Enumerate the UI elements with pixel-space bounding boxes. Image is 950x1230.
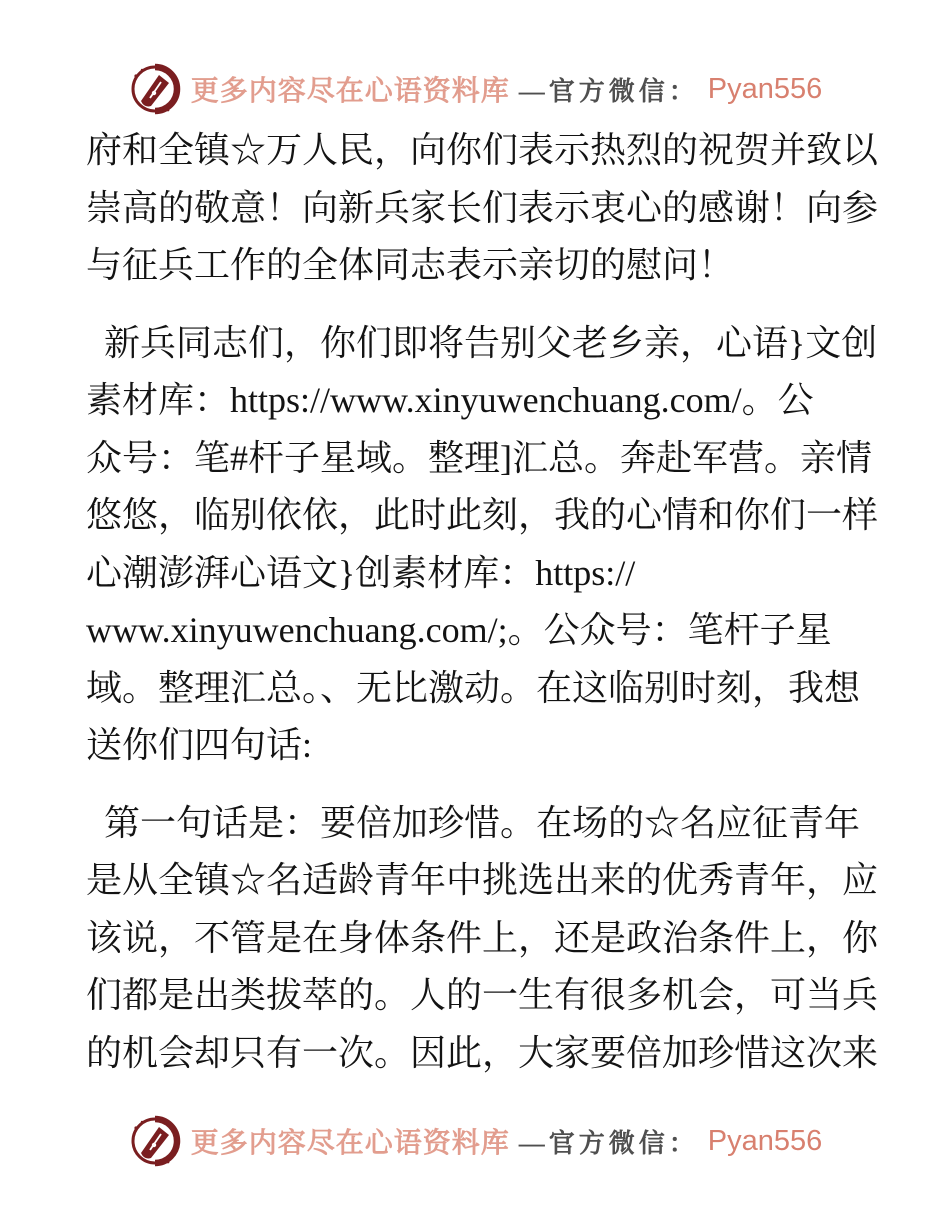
wechat-label: —官方微信： xyxy=(518,1128,699,1158)
pen-logo-icon xyxy=(128,1114,182,1168)
text-line: 与征兵工作的全体同志表示亲切的慰问！ xyxy=(86,245,735,285)
wechat-label: —官方微信： xyxy=(518,76,699,106)
brand-text: 更多内容尽在心语资料库 xyxy=(190,1128,510,1159)
text-line: 府和全镇☆万人民，向你们表示热烈的祝贺并致以 xyxy=(86,130,879,170)
text-line: 送你们四句话: xyxy=(86,725,313,765)
paragraph-1 xyxy=(86,122,878,295)
document-body xyxy=(86,122,878,1102)
text-line: 悠悠，临别依依，此时此刻，我的心情和你们一样 xyxy=(86,495,879,535)
text-line: www.xinyuwenchuang.com/;。公众号：笔杆子星 xyxy=(86,610,832,650)
text-line: 新兵同志们，你们即将告别父老乡亲，心语}文创 xyxy=(104,322,878,363)
wechat-id: Pyan556 xyxy=(707,72,823,105)
text-line: 众号：笔#杆子星域。整理]汇总。奔赴军营。亲情 xyxy=(86,437,872,478)
pen-logo-icon xyxy=(128,62,182,116)
text-line: 们都是出类拔萃的。人的一生有很多机会，可当兵 xyxy=(86,975,879,1015)
wechat-id: Pyan556 xyxy=(707,1124,823,1157)
text-line: 的机会却只有一次。因此，大家要倍加珍惜这次来 xyxy=(86,1032,879,1073)
header-watermark xyxy=(0,62,950,116)
text-line: 是从全镇☆名适龄青年中挑选出来的优秀青年，应 xyxy=(86,860,879,900)
brand-text: 更多内容尽在心语资料库 xyxy=(190,76,510,107)
paragraph-2 xyxy=(86,315,878,775)
text-line: 该说，不管是在身体条件上，还是政治条件上，你 xyxy=(86,917,879,958)
paragraph-3 xyxy=(86,795,878,1083)
text-line: 素材库：https://www.xinyuwenchuang.com/。公 xyxy=(86,380,814,420)
text-line: 崇高的敬意！向新兵家长们表示衷心的感谢！向参 xyxy=(86,187,879,228)
footer-watermark xyxy=(0,1114,950,1168)
text-line: 域。整理汇总。、无比激动。在这临别时刻，我想 xyxy=(86,667,861,708)
text-line: 心潮澎湃心语文}创素材库：https:// xyxy=(86,552,636,593)
text-line: 第一句话是：要倍加珍惜。在场的☆名应征青年 xyxy=(104,802,861,843)
